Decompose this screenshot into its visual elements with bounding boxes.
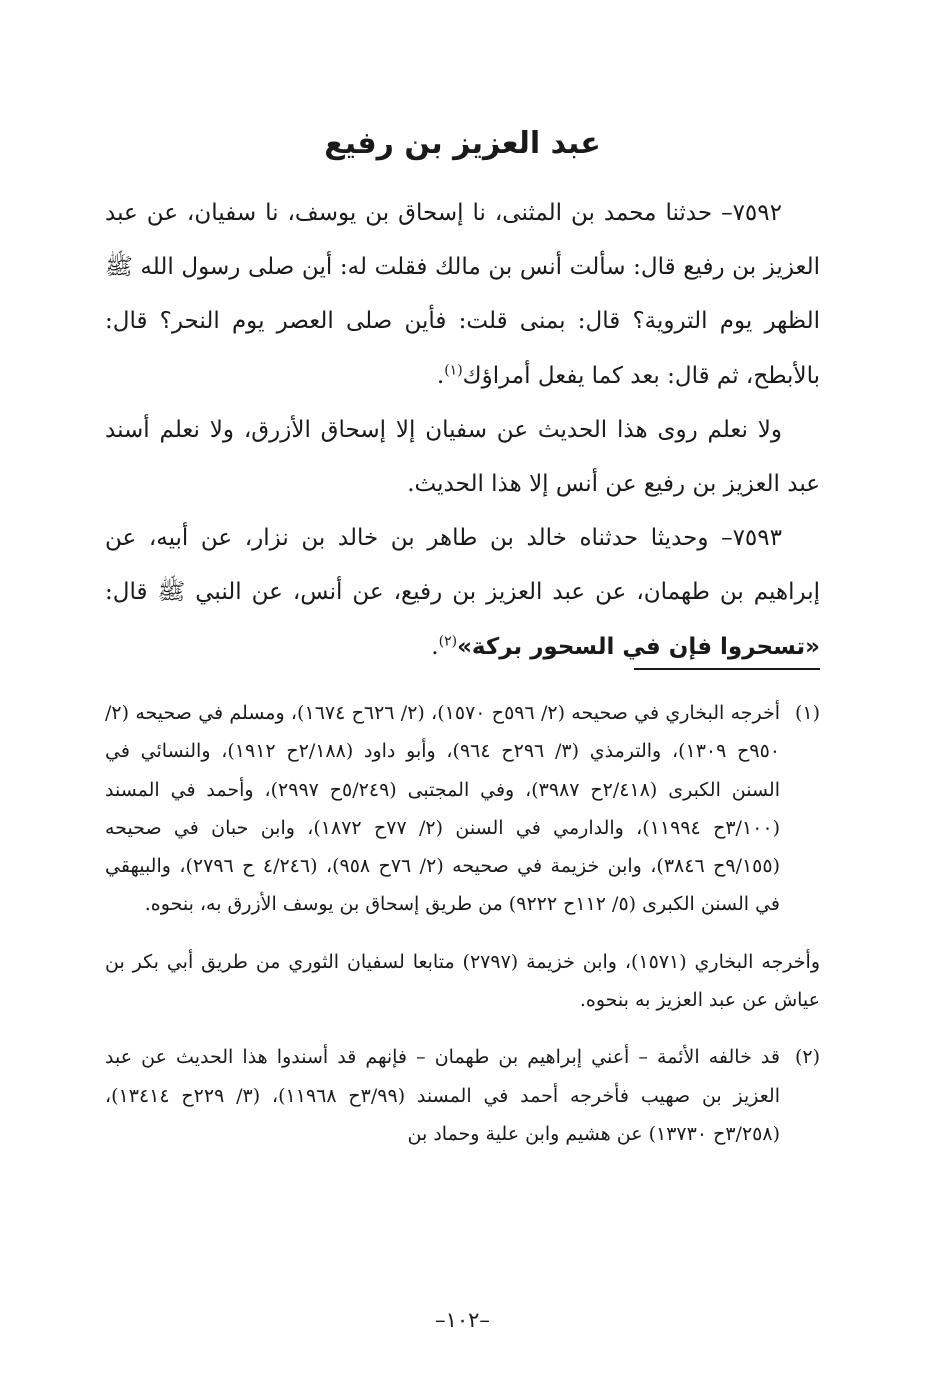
footnote-1 xyxy=(105,694,820,924)
footnote-ref-2[interactable]: (٢) xyxy=(438,632,458,649)
footnote-2-number: (٢) xyxy=(794,1046,820,1069)
footnote-2-text: قد خالفه الأئمة – أعني إبراهيم بن طهمان – فإنهم قد أسندوا هذا الحديث عن عبد العزيز بن صهيب فأخرجه أحمد في المسند (٣/٩٩ح ١١٩٦٨)، (٣/ ٢٢٩ح ١٣٤١٤)، (٣/٢٥٨ح ١٣٧٣٠) عن هشيم وابن علية وحماد بن xyxy=(105,1046,780,1145)
hadith-paragraph-7593 xyxy=(105,511,820,674)
hadith-7592-end: . xyxy=(436,362,445,389)
footnote-1-number: (١) xyxy=(794,702,820,724)
main-text xyxy=(105,186,820,674)
footnotes-section xyxy=(105,694,820,1153)
hadith-7593-quote: «تسحروا فإن في السحور بركة» xyxy=(457,633,820,660)
hadith-7593-text: ٧٥٩٣– وحديثا حدثناه خالد بن طاهر بن خالد بن نزار، عن أبيه، عن إبراهيم بن طهمان، عن عبد العزيز بن رفيع، عن أنس، عن النبي ﷺ قال: xyxy=(105,525,820,606)
commentary-paragraph: ولا نعلم روى هذا الحديث عن سفيان إلا إسحاق الأزرق، ولا نعلم أسند عبد العزيز بن رفيع عن أنس إلا هذا الحديث. xyxy=(105,416,820,498)
hadith-7592-text: ٧٥٩٢– حدثنا محمد بن المثنى، نا إسحاق بن يوسف، نا سفيان، عن عبد العزيز بن رفيع قال: سألت أنس بن مالك فقلت له: أين صلى رسول الله ﷺ الظهر يوم التروية؟ قال: بمنى قلت: فأين صلى العصر يوم النحر؟ قال: بالأبطح، ثم قال: بعد كما يفعل أمراؤك xyxy=(105,200,820,389)
footnote-1-continuation: وأخرجه البخاري (١٥٧١)، وابن خزيمة (٢٧٩٧) متابعا لسفيان الثوري من طريق أبي بكر بن عياش عن عبد العزيز به بنحوه. xyxy=(105,950,820,1012)
footnote-ref-1[interactable]: (١) xyxy=(444,361,463,378)
footnote-1-text: أخرجه البخاري في صحيحه (٢/ ٥٩٦ح ١٥٧٠)، (٢/ ٦٢٦ح ١٦٧٤)، ومسلم في صحيحه (٢/ ٩٥٠ح ١٣٠٩)، والترمذي (٣/ ٢٩٦ح ٩٦٤)، وأبو داود (٢/١٨٨ح ١٩١٢)، والنسائي في السنن الكبرى (٢/٤١٨ح ٣٩٨٧)، وفي المجتبى (٥/٢٤٩ح ٢٩٩٧)، وأحمد في المسند (٣/١٠٠ح ١١٩٩٤)، والدارمي في السنن (٢/ ٧٧ح ١٨٧٢)، وابن حبان في صحيحه (٩/١٥٥ح ٣٨٤٦)، وابن خزيمة في صحيحه (٢/ ٧٦ح ٩٥٨)، (٤/٢٤٦ ح ٢٧٩٦)، والبيهقي في السنن الكبرى (٥/ ١١٢ح ٩٢٢٢) من طريق إسحاق بن يوسف الأزرق به، بنحوه. xyxy=(105,702,781,916)
book-page xyxy=(105,0,820,1385)
page-number: –١٠٢– xyxy=(435,1308,490,1332)
footnote-divider xyxy=(634,668,820,670)
hadith-7593-end: . xyxy=(431,633,439,660)
section-title: عبد العزيز بن رفيع xyxy=(324,126,601,161)
footnote-2 xyxy=(105,1038,820,1153)
hadith-paragraph-7592 xyxy=(105,186,820,403)
